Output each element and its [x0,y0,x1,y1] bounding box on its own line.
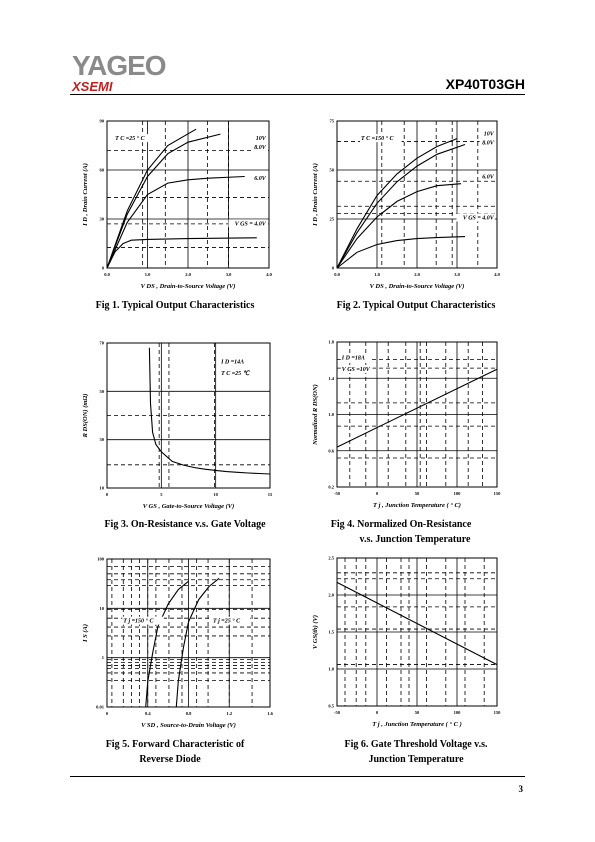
fig6-y-tick-label: 1.0 [328,666,334,672]
fig6-x-tick-label: 150 [493,710,501,715]
fig2-series-line [337,139,457,268]
fig5-y-tick-label: 10 [99,605,104,611]
fig2-annotation: T C =150 ° C [361,136,394,143]
fig6-x-tick-label: -50 [334,710,340,715]
fig6-y-tick-label: 2.5 [328,555,334,561]
fig5-annotation: T j =150 ° C [123,618,154,625]
fig6-caption-line1: Fig 6. Gate Threshold Voltage v.s. [344,739,488,750]
fig5-caption-line2: Reverse Diode [139,754,201,765]
fig1-annotation: 8.0V [254,144,266,151]
fig1-series-line [107,134,220,268]
fig6-x-tick-label: 50 [414,710,420,715]
logo-sub-text: XSEMI [72,79,113,94]
footer-divider [70,776,525,777]
fig5-annotation: T j =25 ° C [212,618,241,625]
fig4-x-tick-label: -50 [334,491,340,496]
fig3-annotation: T C =25 ℃ [221,370,250,377]
fig2-series-line [337,237,465,268]
fig2-x-tick-label: 2.0 [414,272,420,277]
fig3-x-tick-label: 0 [105,492,109,497]
fig2-x-tick-label: 4.0 [494,272,500,277]
fig3-y-tick-label: 70 [99,340,104,346]
fig3-y-axis-label: R DS(ON) (mΩ) [82,393,89,438]
fig2-y-tick-label: 50 [329,167,334,173]
fig1-y-axis-label: I D , Drain Current (A) [82,163,89,226]
fig2-annotation: 10V [483,131,494,138]
fig4-x-tick-label: 0 [375,491,379,496]
fig5-y-axis-label: I S (A) [82,623,89,643]
fig1-x-tick-label: 1.0 [144,272,151,277]
fig3-y-tick-label: 10 [99,485,104,491]
fig1-y-tick-label: 90 [99,118,104,124]
fig2-chart [305,114,505,294]
company-logo [72,52,166,93]
logo-main-text: YAGEO [72,50,166,81]
fig2-series-line [337,184,461,268]
fig4-caption-line1: Fig 4. Normalized On-Resistance [330,519,472,530]
fig6-y-axis-label: V GS(th) (V) [312,614,319,650]
fig3-chart [70,336,280,512]
fig5-x-axis-label: V SD , Source-to-Drain Voltage (V) [141,722,236,729]
fig2-y-tick-label: 75 [329,118,334,124]
fig5-x-tick-label: 1.2 [226,711,233,716]
fig2-y-tick-label: 25 [329,216,334,222]
fig6-y-tick-label: 0.5 [328,703,334,709]
fig3-series-line [149,348,270,474]
fig6-x-tick-label: 0 [375,710,379,715]
fig3-x-tick-label: 5 [160,492,163,497]
fig1-y-tick-label: 60 [99,167,104,173]
fig1-caption: Fig 1. Typical Output Characteristics [95,300,255,311]
fig3-x-axis-label: V GS , Gate-to-Source Voltage (V) [142,503,235,510]
fig4-x-axis-label: T j , Junction Temperature ( ° C) [373,502,461,509]
fig5-series-line [176,578,219,707]
fig4-caption-line2: v.s. Junction Temperature [359,534,471,545]
fig4-y-tick-label: 0.6 [328,448,334,454]
fig2-x-axis-label: V DS , Drain-to-Source Voltage (V) [369,283,465,290]
part-number: XP40T03GH [445,76,525,92]
page-number: 3 [518,784,523,794]
fig2-y-tick-label: 0 [331,265,334,271]
fig5-caption-line1: Fig 5. Forward Characteristic of [105,739,245,750]
fig1-chart [70,114,280,294]
fig2-x-tick-label: 1.0 [374,272,380,277]
fig5-y-tick-label: 0.01 [96,704,104,710]
fig5-x-tick-label: 0.4 [144,711,151,716]
fig1-annotation: T C =25 ° C [115,136,145,143]
fig4-x-tick-label: 150 [493,491,501,496]
fig1-x-tick-label: 4.0 [266,272,272,277]
fig5-x-tick-label: 0 [105,711,109,716]
fig5-chart [70,552,280,732]
fig1-x-tick-label: 3.0 [225,272,232,277]
fig6-x-tick-label: 100 [453,710,461,715]
fig1-y-tick-label: 0 [101,265,104,271]
fig1-y-tick-label: 30 [99,216,104,222]
fig4-y-tick-label: 1.8 [328,339,334,345]
fig1-annotation: 10V [255,136,266,143]
fig3-x-tick-label: 10 [213,492,218,497]
fig2-caption: Fig 2. Typical Output Characteristics [336,300,496,311]
fig3-x-tick-label: 15 [267,492,273,497]
fig3-y-tick-label: 50 [99,388,104,394]
fig1-series-line [107,238,257,268]
fig1-x-tick-label: 0.0 [104,272,110,277]
fig3-caption: Fig 3. On-Resistance v.s. Gate Voltage [104,519,266,530]
fig4-y-tick-label: 1.0 [328,412,334,417]
fig4-annotation: I D =18A [341,355,365,362]
fig6-y-tick-label: 2.0 [328,592,334,598]
fig4-chart [305,336,505,512]
fig1-x-axis-label: V DS , Drain-to-Source Voltage (V) [140,283,236,290]
fig5-x-tick-label: 1.6 [267,711,273,716]
fig3-annotation: I D =14A [221,359,245,366]
fig6-y-tick-label: 1.5 [328,629,334,635]
fig5-y-tick-label: 1 [101,655,104,661]
fig6-x-axis-label: T j , Junction Temperature ( ° C ) [372,721,462,728]
fig3-y-tick-label: 30 [99,437,104,443]
fig1-series-line [107,177,245,269]
fig2-annotation: V GS = 4.0V [462,215,494,222]
header-divider [70,94,525,95]
fig2-y-axis-label: I D , Drain Current (A) [312,163,319,226]
fig6-caption-line2: Junction Temperature [368,754,464,765]
fig4-x-tick-label: 100 [453,491,461,496]
fig2-annotation: 6.0V [482,174,494,181]
fig2-annotation: 8.0V [482,140,494,147]
fig4-x-tick-label: 50 [414,491,420,496]
fig4-y-axis-label: Normalized R DS(ON) [312,384,319,445]
fig4-y-tick-label: 1.4 [328,375,334,381]
fig5-y-tick-label: 100 [97,556,104,562]
fig5-x-tick-label: 0.8 [185,711,192,716]
fig6-chart [305,552,505,732]
fig2-x-tick-label: 0.0 [334,272,340,277]
fig1-annotation: V GS = 4.0V [234,221,266,228]
fig1-annotation: 6.0V [254,175,266,182]
fig2-x-tick-label: 3.0 [454,272,460,277]
fig4-y-tick-label: 0.2 [328,484,334,490]
fig4-annotation: V GS =10V [341,367,370,373]
fig1-x-tick-label: 2.0 [185,272,191,277]
